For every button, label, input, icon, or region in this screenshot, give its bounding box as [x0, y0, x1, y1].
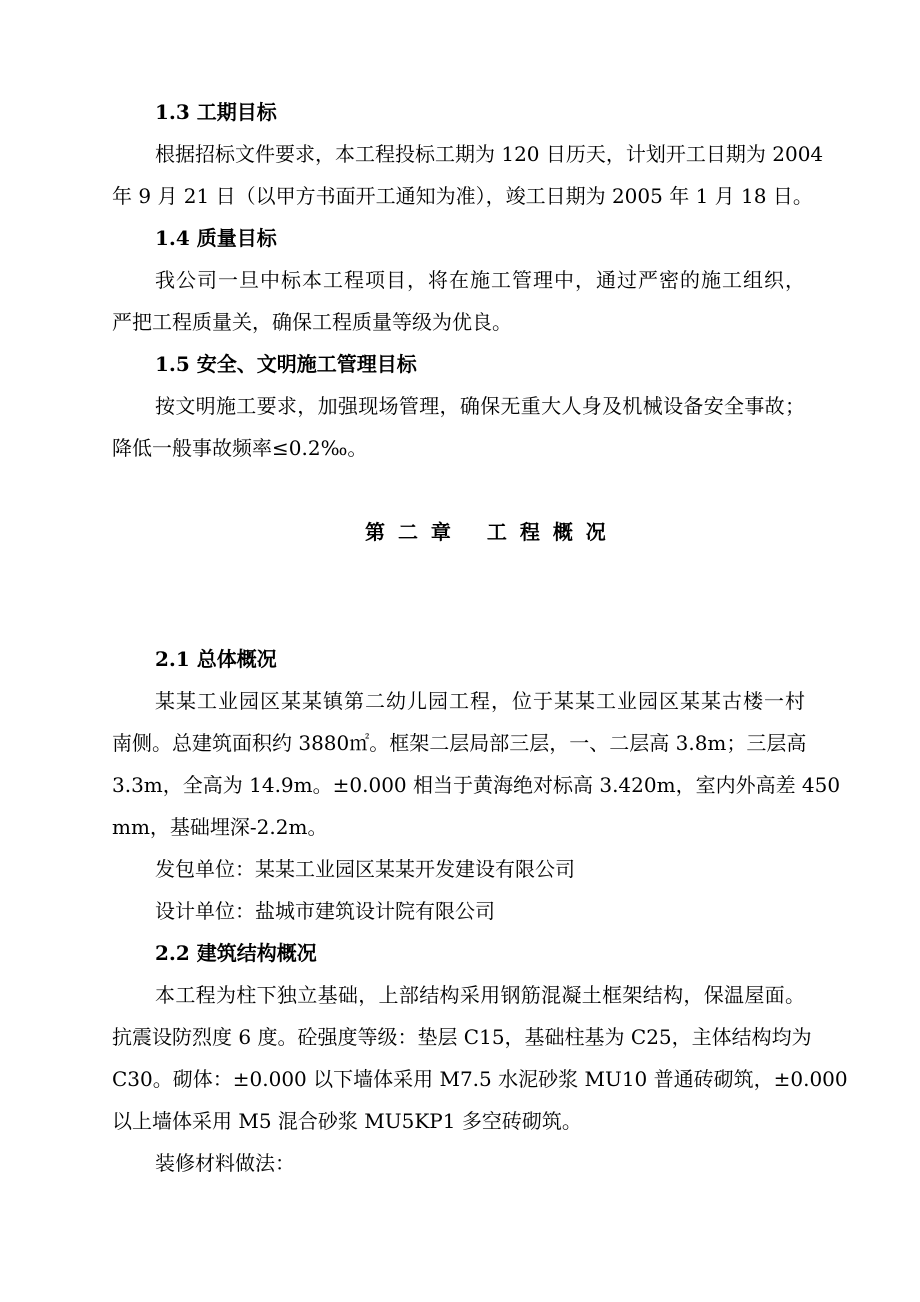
section-2-1-line-3: 3.3m，全高为 14.9m。±0.000 相当于黄海绝对标高 3.420m，室内外高差 450 [112, 773, 841, 797]
chapter-title: 第 二 章 工 程 概 况 [365, 520, 609, 544]
section-2-1-line-2: 南侧。总建筑面积约 3880㎡。框架二层局部三层，一、二层高 3.8m；三层高 [112, 731, 807, 755]
section-2-1-line-1: 某某工业园区某某镇第二幼儿园工程，位于某某工业园区某某古楼一村 [155, 689, 805, 713]
section-1-4-heading: 1.4 质量目标 [155, 226, 277, 250]
section-1-3-line-2: 年 9 月 21 日（以甲方书面开工通知为准），竣工日期为 2005 年 1 月 18 日。 [112, 184, 813, 208]
section-2-2-heading: 2.2 建筑结构概况 [155, 941, 317, 965]
section-1-5-heading: 1.5 安全、文明施工管理目标 [155, 352, 417, 376]
client-unit: 发包单位：某某工业园区某某开发建设有限公司 [155, 857, 575, 881]
section-2-1-heading: 2.1 总体概况 [155, 647, 277, 671]
section-1-5-line-2: 降低一般事故频率≤0.2‰。 [112, 436, 368, 460]
section-2-2-line-3: C30。砌体：±0.000 以下墙体采用 M7.5 水泥砂浆 MU10 普通砖砌筑，±0.000 [112, 1067, 848, 1091]
section-1-4-line-2: 严把工程质量关，确保工程质量等级为优良。 [112, 310, 512, 334]
section-2-1-line-4: mm，基础埋深-2.2m。 [112, 815, 328, 839]
design-unit: 设计单位：盐城市建筑设计院有限公司 [155, 899, 495, 923]
section-2-2-line-1: 本工程为柱下独立基础，上部结构采用钢筋混凝土框架结构，保温屋面。 [155, 983, 805, 1007]
section-1-3-line-1: 根据招标文件要求，本工程投标工期为 120 日历天，计划开工日期为 2004 [155, 142, 824, 166]
decoration-materials-label: 装修材料做法： [155, 1151, 295, 1175]
section-1-3-heading: 1.3 工期目标 [155, 100, 277, 124]
section-2-2-line-4: 以上墙体采用 M5 混合砂浆 MU5KP1 多空砖砌筑。 [112, 1109, 582, 1133]
section-1-5-line-1: 按文明施工要求，加强现场管理，确保无重大人身及机械设备安全事故； [155, 394, 805, 418]
section-1-4-line-1: 我公司一旦中标本工程项目，将在施工管理中，通过严密的施工组织， [155, 268, 805, 292]
section-2-2-line-2: 抗震设防烈度 6 度。砼强度等级：垫层 C15，基础柱基为 C25，主体结构均为 [112, 1025, 812, 1049]
